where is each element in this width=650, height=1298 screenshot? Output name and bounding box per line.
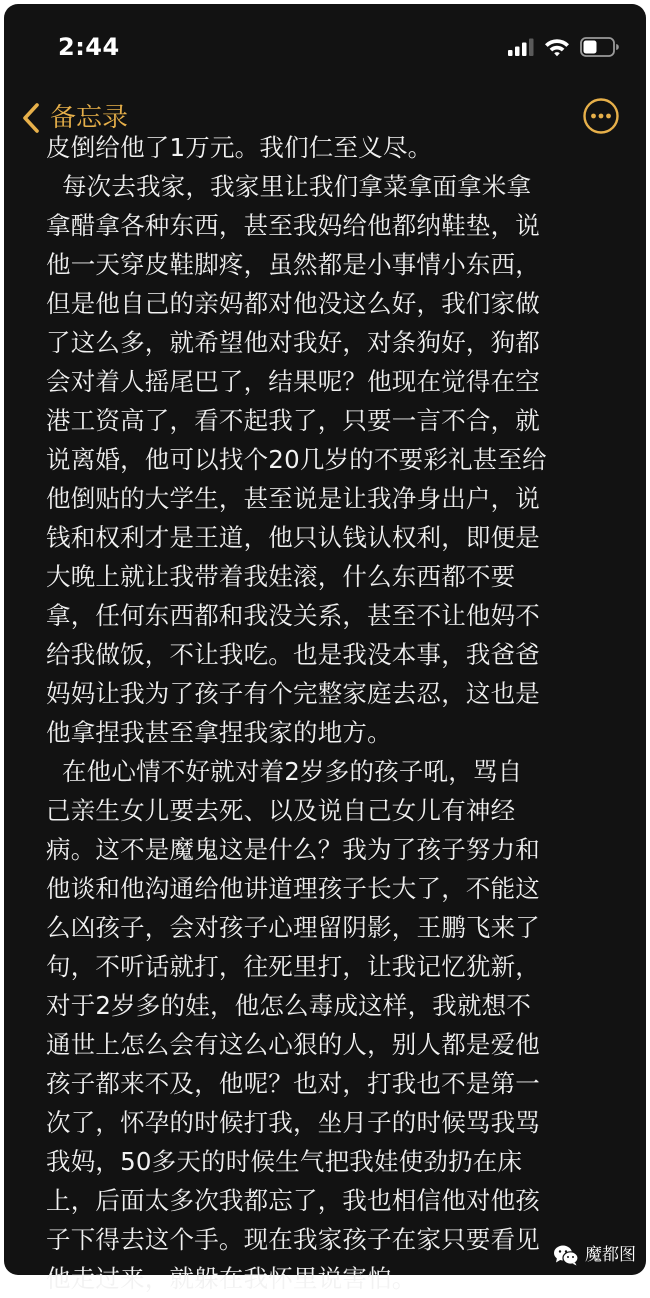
note-line: 病。这不是魔鬼这是什么？我为了孩子努力和 (46, 835, 540, 864)
note-line: 我妈，50多天的时候生气把我娃使劲扔在床 (46, 1147, 523, 1176)
note-line: 他走过来，就躲在我怀里说害怕。 (46, 1264, 417, 1293)
note-line: 但是他自己的亲妈都对他没这么好，我们家做 (46, 289, 540, 318)
note-line: 港工资高了，看不起我了，只要一言不合，就 (46, 406, 540, 435)
note-line: 皮倒给他了1万元。我们仁至义尽。 (46, 133, 433, 162)
status-bar (4, 4, 646, 88)
note-text (46, 128, 612, 1298)
note-line: 他倒贴的大学生，甚至说是让我净身出户，说 (46, 484, 540, 513)
note-line: 次了，怀孕的时候打我，坐月子的时候骂我骂 (46, 1108, 540, 1137)
cellular-signal-icon (508, 38, 534, 56)
note-line: 么凶孩子，会对孩子心理留阴影，王鹏飞来了 (46, 913, 540, 942)
battery-icon (580, 37, 620, 57)
wechat-icon (553, 1244, 579, 1266)
note-line: 会对着人摇尾巴了，结果呢？他现在觉得在空 (46, 367, 540, 396)
back-label: 备忘录 (50, 103, 129, 133)
note-line: 他谈和他沟通给他讲道理孩子长大了，不能这 (46, 874, 540, 903)
watermark (553, 1243, 636, 1267)
note-line: 子下得去这个手。现在我家孩子在家只要看见 (46, 1225, 540, 1254)
note-line: 他拿捏我甚至拿捏我家的地方。 (46, 718, 392, 747)
note-line: 钱和权利才是王道，他只认钱认权利，即便是 (46, 523, 540, 552)
note-line: 每次去我家，我家里让我们拿菜拿面拿米拿 (46, 172, 532, 201)
note-line: 句，不听话就打，往死里打，让我记忆犹新， (46, 952, 540, 981)
phone-screen (4, 4, 646, 1293)
note-line: 说离婚，他可以找个20几岁的不要彩礼甚至给 (46, 445, 547, 474)
note-line: 己亲生女儿要去死、以及说自己女儿有神经 (46, 796, 516, 825)
chevron-left-icon (22, 103, 40, 133)
note-line: 在他心情不好就对着2岁多的孩子吼，骂自 (46, 757, 523, 786)
status-time: 2:44 (58, 33, 120, 61)
note-body[interactable] (4, 133, 646, 1293)
status-icons (508, 34, 620, 60)
note-line: 大晚上就让我带着我娃滚，什么东西都不要 (46, 562, 516, 591)
note-line: 拿醋拿各种东西，甚至我妈给他都纳鞋垫，说 (46, 211, 540, 240)
note-line: 通世上怎么会有这么心狠的人，别人都是爱他 (46, 1030, 540, 1059)
note-line: 上，后面太多次我都忘了，我也相信他对他孩 (46, 1186, 540, 1215)
note-line: 孩子都来不及，他呢？也对，打我也不是第一 (46, 1069, 540, 1098)
watermark-label: 魔都图 (585, 1245, 636, 1265)
note-line: 拿，任何东西都和我没关系，甚至不让他妈不 (46, 601, 540, 630)
note-line: 妈妈让我为了孩子有个完整家庭去忍，这也是 (46, 679, 540, 708)
note-line: 他一天穿皮鞋脚疼，虽然都是小事情小东西， (46, 250, 540, 279)
note-line: 对于2岁多的娃，他怎么毒成这样，我就想不 (46, 991, 532, 1020)
note-line: 了这么多，就希望他对我好，对条狗好，狗都 (46, 328, 540, 357)
wifi-icon (544, 37, 570, 57)
note-line: 给我做饭，不让我吃。也是我没本事，我爸爸 (46, 640, 540, 669)
